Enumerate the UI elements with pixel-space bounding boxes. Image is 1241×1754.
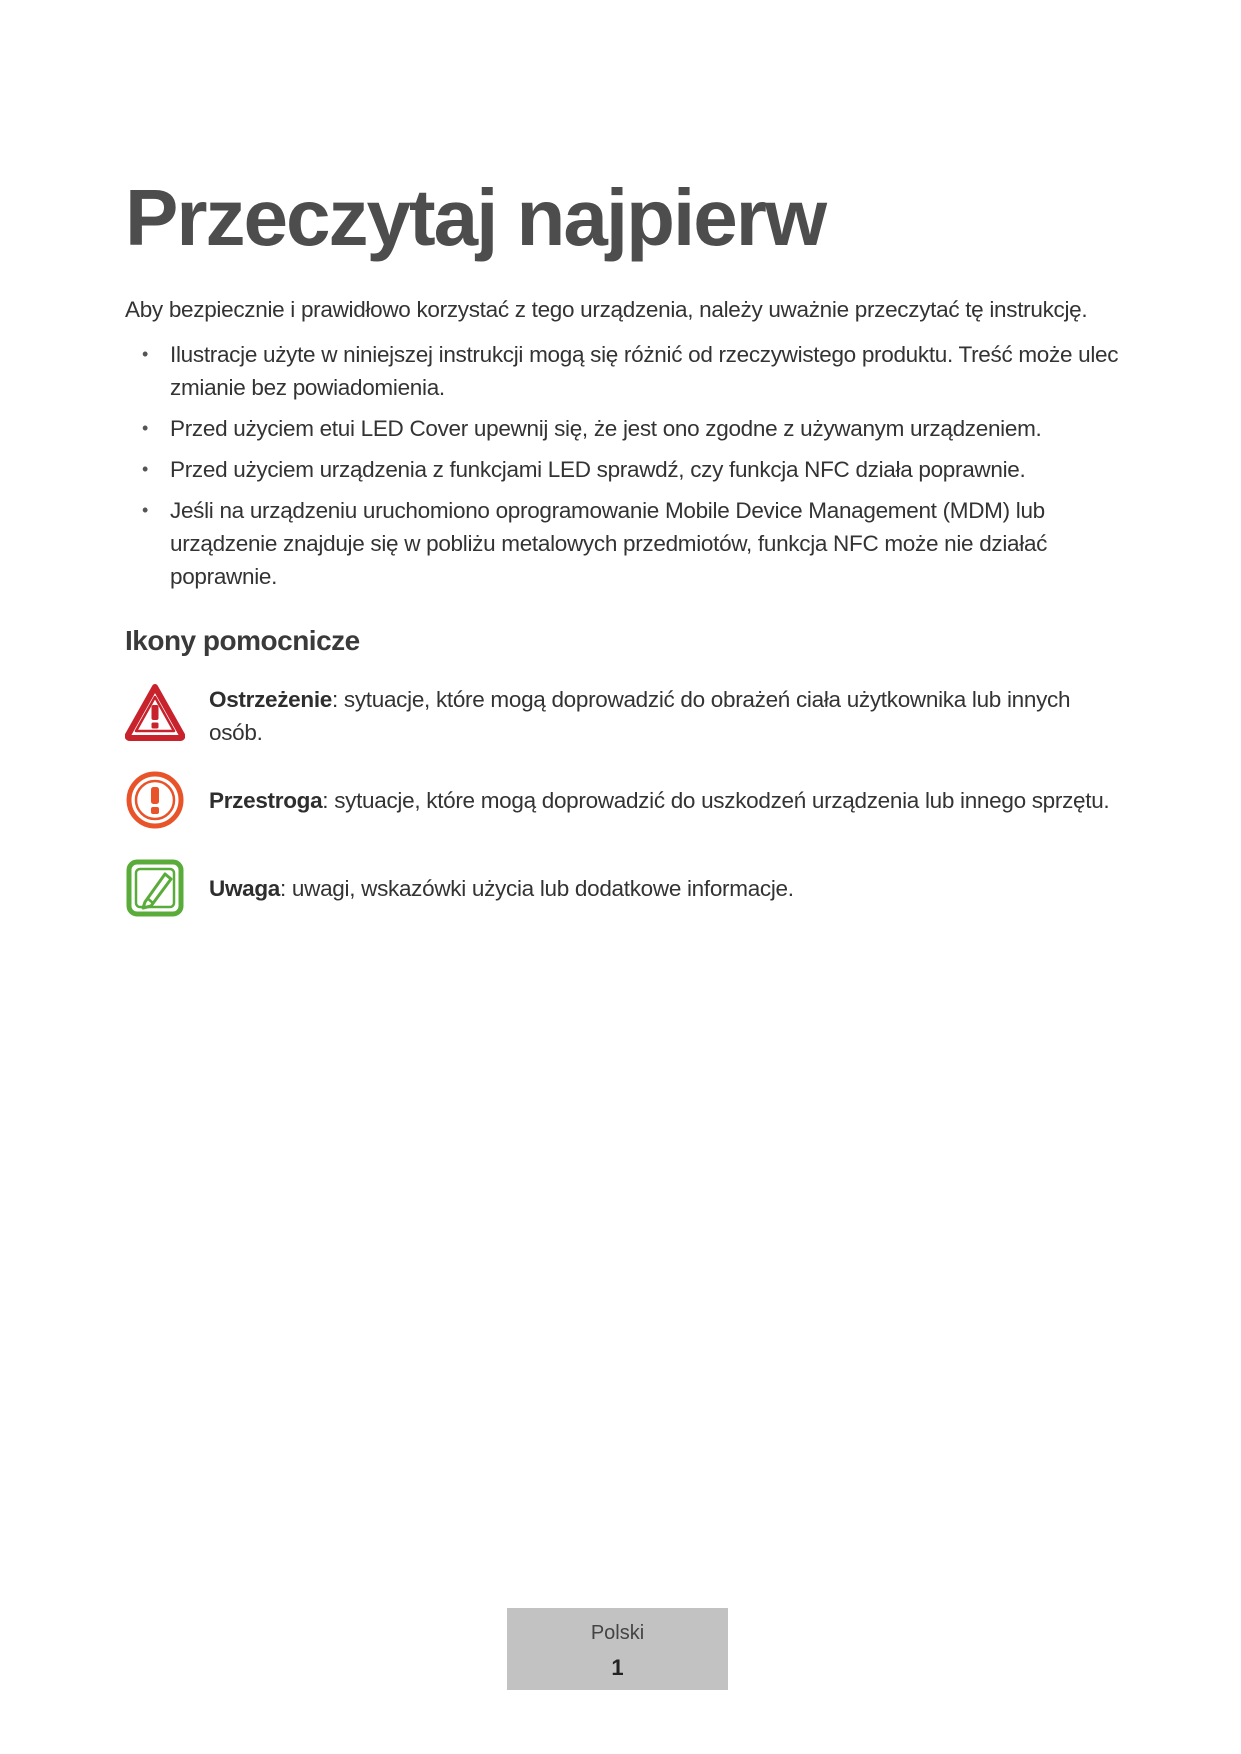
footer-language: Polski — [590, 1622, 645, 1644]
note-term: Uwaga — [209, 876, 281, 901]
caution-circle-icon — [125, 770, 185, 830]
bullet-item — [125, 494, 1125, 593]
warning-text: : sytuacje, które mogą doprowadzić do obrażeń ciała użytkownika lub innych osób. — [209, 687, 1071, 745]
bullet-marker: • — [142, 418, 149, 438]
warning-term: Ostrzeżenie — [209, 687, 332, 712]
warning-triangle-svg — [125, 683, 185, 741]
bullet-item — [125, 453, 1125, 486]
bullet-text: Jeśli na urządzeniu uruchomiono oprogramowanie Mobile Device Management (MDM) lub urządzenie znajduje się w pobliżu metalowych przedmiotów, funkcja NFC może nie działać poprawnie. — [170, 498, 1048, 589]
bullet-text: Przed użyciem etui LED Cover upewnij się, że jest ono zgodne z używanym urządzeniem. — [170, 416, 1042, 441]
bullet-list — [125, 338, 1125, 601]
note-text: : uwagi, wskazówki użycia lub dodatkowe informacje. — [280, 876, 794, 901]
caution-term: Przestroga — [209, 788, 323, 813]
bullet-marker: • — [142, 459, 149, 479]
bullet-item — [125, 338, 1125, 404]
bullet-text: Ilustracje użyte w niniejszej instrukcji mogą się różnić od rzeczywistego produktu. Treść może ulec zmianie bez powiadomienia. — [170, 342, 1119, 400]
bullet-marker: • — [142, 344, 149, 364]
section-heading: Ikony pomocnicze — [125, 625, 360, 656]
page-title: Przeczytaj najpierw — [125, 173, 826, 262]
note-pen-svg — [125, 858, 185, 918]
page-footer — [507, 1608, 728, 1690]
footer-page-number: 1 — [611, 1655, 624, 1680]
warning-triangle-icon — [125, 683, 185, 743]
caution-circle-svg — [125, 770, 185, 830]
intro-paragraph: Aby bezpiecznie i prawidłowo korzystać z tego urządzenia, należy uważnie przeczytać tę instrukcję. — [125, 297, 1088, 322]
caution-description — [209, 784, 1129, 817]
note-description — [209, 872, 1129, 905]
warning-description — [209, 683, 1129, 749]
bullet-item — [125, 412, 1125, 445]
note-pen-icon — [125, 858, 185, 918]
caution-text: : sytuacje, które mogą doprowadzić do uszkodzeń urządzenia lub innego sprzętu. — [322, 788, 1110, 813]
bullet-marker: • — [142, 500, 149, 520]
bullet-text: Przed użyciem urządzenia z funkcjami LED sprawdź, czy funkcja NFC działa poprawnie. — [170, 457, 1026, 482]
